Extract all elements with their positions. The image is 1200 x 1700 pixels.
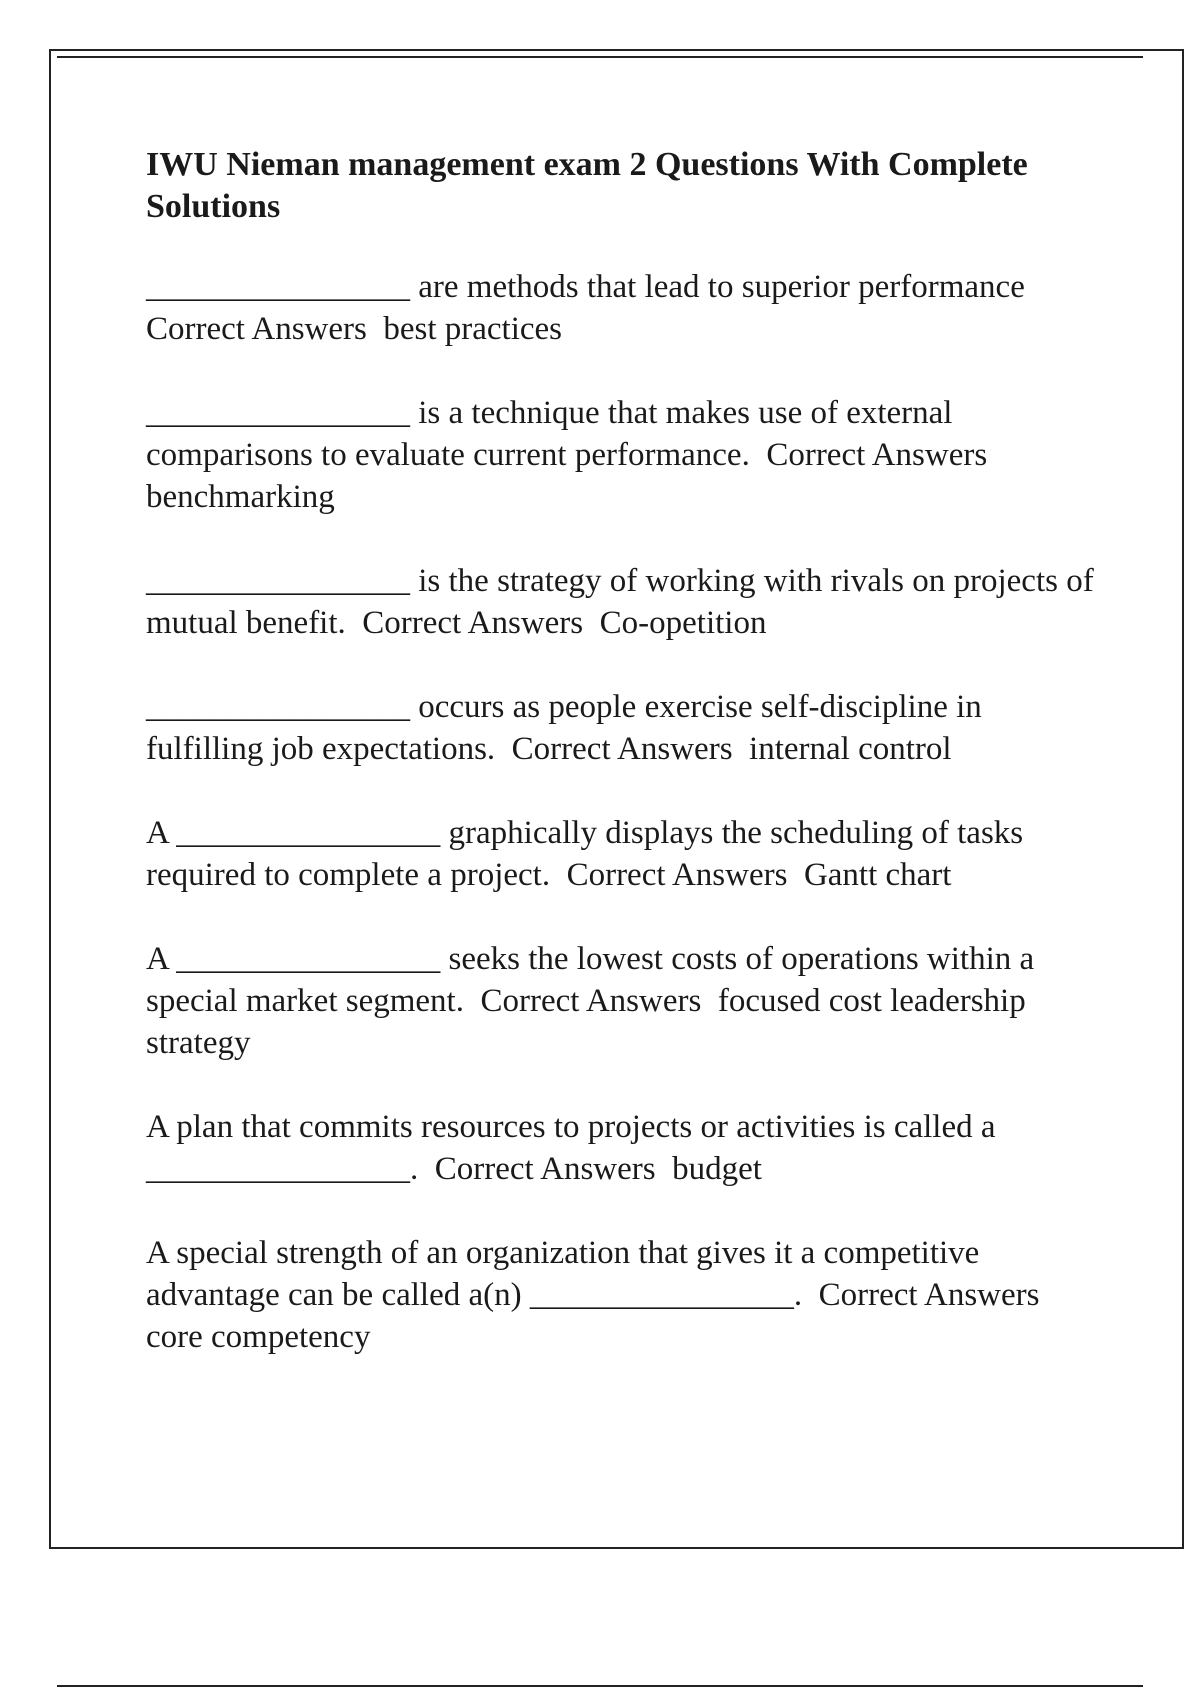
document-title: IWU Nieman management exam 2 Questions With Complete Solutions [146, 146, 1028, 225]
bottom-rule [57, 1685, 1143, 1687]
question-item: A special strength of an organization that gives it a competitive advantage can be called a(n) ________________. Correct Answers core competency [146, 1235, 1056, 1355]
question-item: A plan that commits resources to projects or activities is called a ________________. Correct Answers budget [146, 1109, 1004, 1187]
question-item: A ________________ graphically displays the scheduling of tasks required to complete a project. Correct Answers Gantt chart [146, 815, 1032, 893]
question-item: ________________ occurs as people exercise self-discipline in fulfilling job expectations. Correct Answers internal control [146, 689, 991, 767]
document-body [146, 144, 1102, 1400]
question-item: ________________ is the strategy of working with rivals on projects of mutual benefit. Correct Answers Co-opetition [146, 563, 1102, 641]
question-item: A ________________ seeks the lowest costs of operations within a special market segment. Correct Answers focused cost leadership strategy [146, 941, 1043, 1061]
question-item: ________________ is a technique that makes use of external comparisons to evaluate current performance. Correct Answers benchmarking [146, 395, 1004, 515]
question-item: ________________ are methods that lead to superior performance Correct Answers best practices [146, 269, 1042, 347]
